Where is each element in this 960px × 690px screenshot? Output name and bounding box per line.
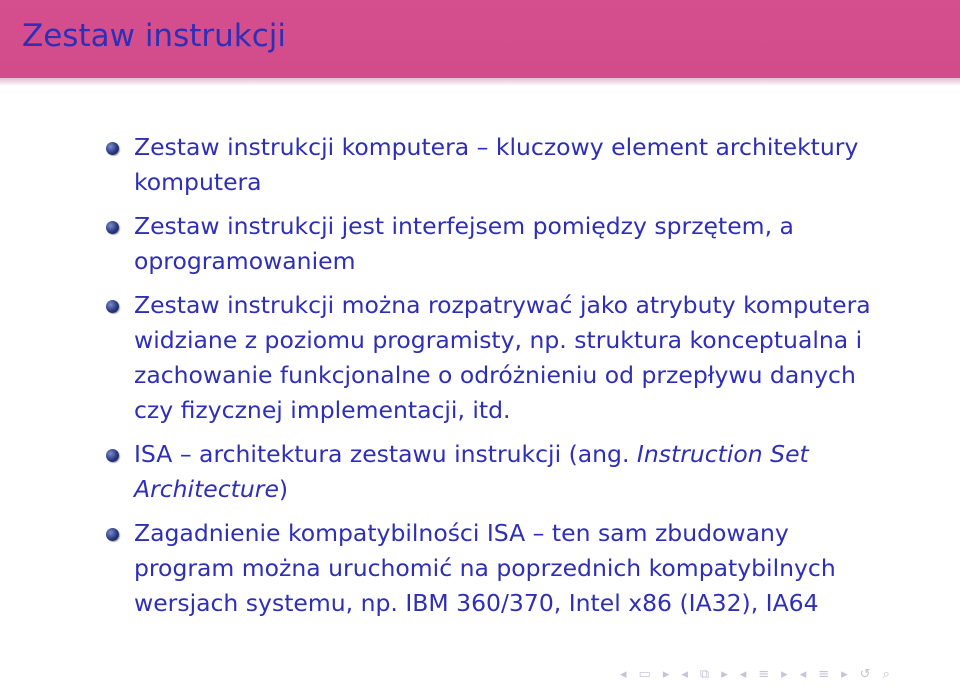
nav-back-icon[interactable]: ↺ bbox=[859, 666, 871, 682]
bullet-item bbox=[100, 516, 880, 621]
bullet-text-line: program można uruchomić na poprzednich kompatybilnych bbox=[134, 554, 836, 582]
bullet-text-line: Zagadnienie kompatybilności ISA – ten sam zbudowany bbox=[134, 519, 789, 547]
nav-next-frame-icon[interactable]: ▸ bbox=[662, 666, 670, 682]
nav-prev-section-icon[interactable]: ◂ bbox=[739, 666, 747, 682]
bullet-item bbox=[100, 437, 880, 507]
nav-next-subsection-icon[interactable]: ▸ bbox=[721, 666, 728, 682]
bullet-item bbox=[100, 130, 880, 200]
bullet-text-line: widziane z poziomu programisty, np. struktura konceptualna i bbox=[134, 326, 863, 354]
bullet-text-line: czy fizycznej implementacji, itd. bbox=[134, 396, 511, 424]
bullet-text-italic: Architecture bbox=[134, 475, 279, 503]
bullet-text-italic: Instruction Set bbox=[636, 440, 809, 468]
slide-title: Zestaw instrukcji bbox=[22, 18, 286, 54]
nav-frame-icon[interactable]: ▭ bbox=[638, 666, 651, 682]
bullet-text: ISA – architektura zestawu instrukcji (ang. bbox=[134, 440, 637, 468]
nav-subsection-icon[interactable]: ⧉ bbox=[699, 666, 710, 682]
nav-prev-frame-icon[interactable]: ◂ bbox=[620, 666, 627, 682]
nav-section-icon[interactable]: ≡ bbox=[758, 666, 770, 682]
nav-next-section-icon[interactable]: ▸ bbox=[781, 666, 788, 682]
bullet-text-line: zachowanie funkcjonalne o odróżnieniu od przepływu danych bbox=[134, 361, 856, 389]
bullet-icon bbox=[106, 221, 119, 234]
bullet-item bbox=[100, 209, 880, 279]
nav-slide-icon[interactable]: ≡ bbox=[818, 666, 830, 682]
nav-next-slide-icon[interactable]: ▸ bbox=[841, 666, 848, 682]
title-bar bbox=[0, 0, 960, 78]
bullet-item bbox=[100, 288, 880, 428]
bullet-text-line: Zestaw instrukcji komputera – kluczowy element architektury bbox=[134, 133, 859, 161]
bullet-text-line: Zestaw instrukcji jest interfejsem pomiędzy sprzętem, a bbox=[134, 212, 794, 240]
bullet-icon bbox=[106, 300, 119, 313]
bullet-icon bbox=[106, 142, 119, 155]
nav-prev-slide-icon[interactable]: ◂ bbox=[799, 666, 807, 682]
bullet-list bbox=[100, 130, 880, 630]
bullet-text-line bbox=[134, 472, 880, 507]
bullet-text-line: wersjach systemu, np. IBM 360/370, Intel x86 (IA32), IA64 bbox=[134, 589, 819, 617]
bullet-text-line: komputera bbox=[134, 168, 262, 196]
bullet-text: ) bbox=[278, 475, 289, 503]
navigation-bar bbox=[620, 664, 890, 684]
bullet-text-line: Zestaw instrukcji można rozpatrywać jako atrybuty komputera bbox=[134, 291, 871, 319]
bullet-icon bbox=[106, 528, 119, 541]
bullet-icon bbox=[106, 449, 119, 462]
nav-prev-subsection-icon[interactable]: ◂ bbox=[681, 666, 688, 682]
bullet-text-line: oprogramowaniem bbox=[134, 247, 356, 275]
bullet-text-line bbox=[134, 437, 880, 472]
nav-search-icon[interactable]: ⌕ bbox=[882, 666, 890, 682]
